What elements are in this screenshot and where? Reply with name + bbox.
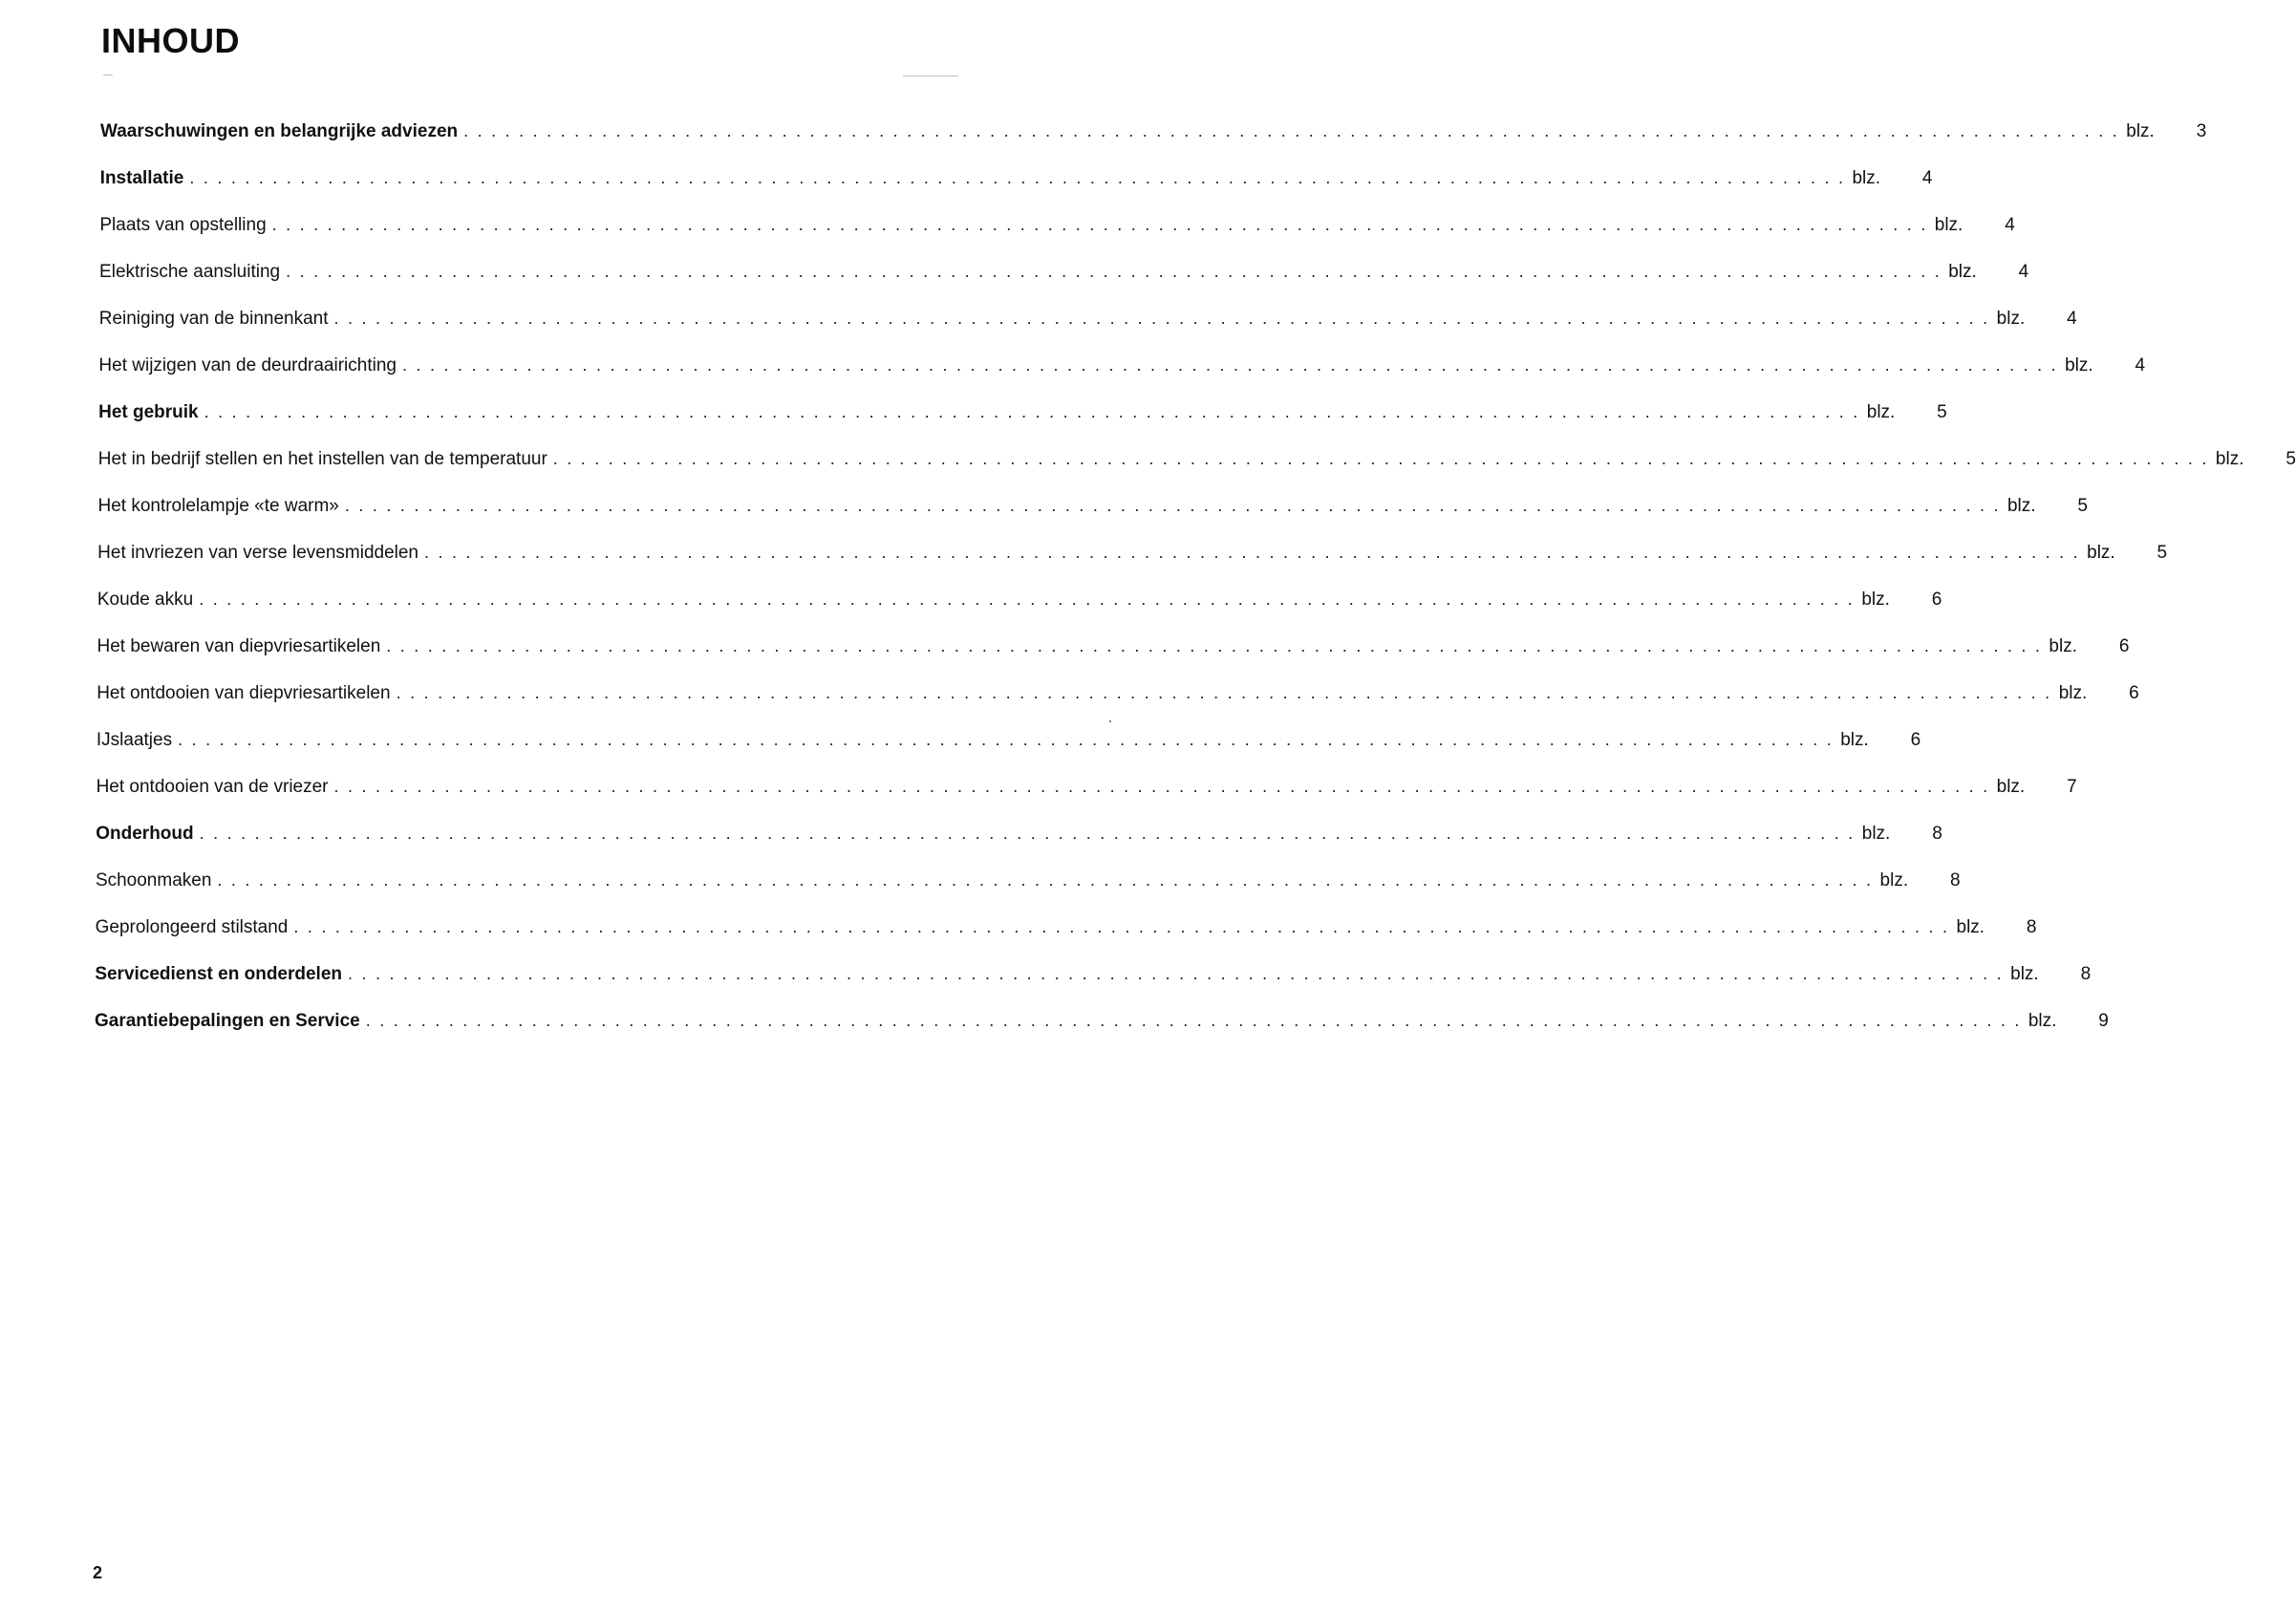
toc-dot-leader: ........................................................................................................................	[333, 777, 1997, 796]
toc-entry-blz: blz.	[1996, 777, 2026, 797]
toc-entry	[99, 168, 1933, 197]
toc-entry-blz: blz.	[2126, 121, 2155, 141]
toc-entry-label: Het ontdooien van diepvriesartikelen	[97, 683, 391, 703]
toc-entry-blz: blz.	[1956, 917, 1985, 937]
toc-entry	[96, 730, 1921, 759]
toc-entry	[97, 683, 2139, 712]
toc-dot-leader: ........................................................................................................................	[199, 824, 1862, 843]
toc-entry-blz: blz.	[1934, 215, 1963, 235]
toc-dot-leader: ........................................................................................................................	[178, 730, 1841, 749]
toc-entry-blz: blz.	[1996, 309, 2026, 329]
toc-dot-leader: ........................................................................................................................	[396, 683, 2059, 702]
page-title: INHOUD	[101, 21, 240, 60]
toc-entry-page: 4	[1921, 168, 1933, 188]
toc-entry-page: 7	[2067, 777, 2077, 797]
toc-dot-leader: ........................................................................................................................	[189, 168, 1853, 187]
toc-entry	[96, 824, 1942, 852]
toc-entry	[95, 917, 2037, 946]
toc-entry-label: Plaats van opstelling	[99, 215, 267, 235]
toc-entry	[97, 449, 2296, 478]
toc-entry-page: 9	[2098, 1011, 2109, 1031]
toc-entry-blz: blz.	[1861, 824, 1891, 844]
toc-dot-leader: ........................................................................................................................	[333, 309, 1997, 328]
toc-entry	[97, 496, 2088, 525]
toc-entry-label: Het invriezen van verse levensmiddelen	[97, 543, 418, 563]
toc-entry-page: 4	[2018, 262, 2029, 282]
toc-entry-label: Installatie	[99, 168, 184, 188]
toc-entry-blz: blz.	[2058, 683, 2088, 703]
toc-entry-label: Het ontdooien van de vriezer	[96, 777, 329, 797]
toc-entry	[100, 121, 2207, 150]
toc-dot-leader: ........................................................................................................................	[365, 1011, 2028, 1030]
toc-entry-page: 8	[1932, 824, 1942, 844]
scan-speck	[1109, 720, 1111, 722]
toc-entry-page: 8	[2026, 917, 2037, 937]
toc-entry-page: 4	[2067, 309, 2077, 329]
toc-entry	[96, 777, 2077, 805]
toc-entry-label: IJslaatjes	[96, 730, 173, 750]
toc-dot-leader: ........................................................................................................................	[344, 496, 2007, 515]
toc-entry-blz: blz.	[2010, 964, 2039, 984]
toc-dot-leader: ........................................................................................................................	[386, 636, 2049, 655]
toc-dot-leader: ........................................................................................................................	[424, 543, 2088, 562]
toc-entry	[97, 543, 2168, 571]
toc-entry	[99, 262, 2029, 290]
toc-entry-page: 5	[2157, 543, 2168, 563]
toc-entry-label: Elektrische aansluiting	[99, 262, 281, 282]
toc-entry-label: Het in bedrijf stellen en het instellen van de temperatuur	[97, 449, 547, 469]
toc-entry-page: 6	[1931, 590, 1942, 610]
toc-entry-label: Schoonmaken	[95, 870, 212, 890]
toc-entry-page: 4	[2135, 355, 2146, 375]
toc-dot-leader: ........................................................................................................................	[286, 262, 1949, 281]
toc-entry-page: 4	[2005, 215, 2015, 235]
toc-dot-leader: ........................................................................................................................	[204, 402, 1867, 421]
page-number: 2	[93, 1563, 103, 1582]
toc-entry-label: Onderhoud	[96, 824, 194, 844]
toc-entry-label: Servicedienst en onderdelen	[95, 964, 343, 984]
toc-entry-blz: blz.	[2065, 355, 2093, 375]
toc-entry	[99, 215, 2015, 244]
toc-entry	[95, 870, 1961, 899]
toc-entry	[95, 1011, 2109, 1040]
toc-entry-page: 5	[2285, 449, 2296, 469]
toc-entry-blz: blz.	[2087, 543, 2115, 563]
toc-entry	[95, 964, 2092, 993]
toc-entry-label: Het wijzigen van de deurdraairichting	[98, 355, 397, 375]
toc-entry-page: 6	[2118, 636, 2130, 656]
toc-dot-leader: ........................................................................................................................	[348, 964, 2011, 983]
toc-entry-blz: blz.	[1840, 730, 1869, 750]
toc-entry-label: Het kontrolelampje «te warm»	[97, 496, 339, 516]
toc-dot-leader: ........................................................................................................................	[293, 917, 1957, 936]
toc-dot-leader: ........................................................................................................................	[552, 449, 2216, 468]
toc-entry	[98, 355, 2146, 384]
toc-entry-page: 8	[1949, 870, 1961, 890]
toc-entry	[98, 402, 1947, 431]
toc-entry-blz: blz.	[2049, 636, 2077, 656]
toc-entry-label: Het bewaren van diepvriesartikelen	[97, 636, 381, 656]
scan-line-right	[903, 75, 958, 76]
toc-entry-blz: blz.	[1861, 590, 1890, 610]
toc-entry-blz: blz.	[1866, 402, 1896, 422]
toc-entry-blz: blz.	[1852, 168, 1881, 188]
toc-entry	[98, 309, 2077, 337]
toc-entry-label: Waarschuwingen en belangrijke adviezen	[100, 121, 459, 141]
toc-dot-leader: ........................................................................................................................	[463, 121, 2127, 140]
toc-entry-page: 6	[2129, 683, 2139, 703]
toc-entry-blz: blz.	[1879, 870, 1909, 890]
toc-entry-label: Geprolongeerd stilstand	[95, 917, 289, 937]
toc-entry-page: 8	[2080, 964, 2092, 984]
toc-entry-label: Reiniging van de binnenkant	[98, 309, 329, 329]
toc-entry-page: 5	[2077, 496, 2088, 516]
toc-entry-blz: blz.	[1948, 262, 1977, 282]
toc-entry-label: Het gebruik	[98, 402, 199, 422]
toc-dot-leader: ........................................................................................................................	[199, 590, 1862, 609]
toc-entry-page: 3	[2196, 121, 2207, 141]
toc-entry-label: Koude akku	[97, 590, 194, 610]
toc-dot-leader: ........................................................................................................................	[217, 870, 1880, 890]
toc-entry	[97, 636, 2130, 665]
toc-entry-blz: blz.	[2215, 449, 2244, 469]
toc-entry-blz: blz.	[2028, 1011, 2057, 1031]
toc-entry-blz: blz.	[2006, 496, 2036, 516]
toc-entry	[97, 590, 1942, 618]
toc-entry-page: 6	[1910, 730, 1921, 750]
toc-dot-leader: ........................................................................................................................	[401, 355, 2066, 375]
toc-dot-leader: ........................................................................................................................	[271, 215, 1935, 234]
toc-entry-page: 5	[1937, 402, 1947, 422]
toc-entry-label: Garantiebepalingen en Service	[95, 1011, 360, 1031]
